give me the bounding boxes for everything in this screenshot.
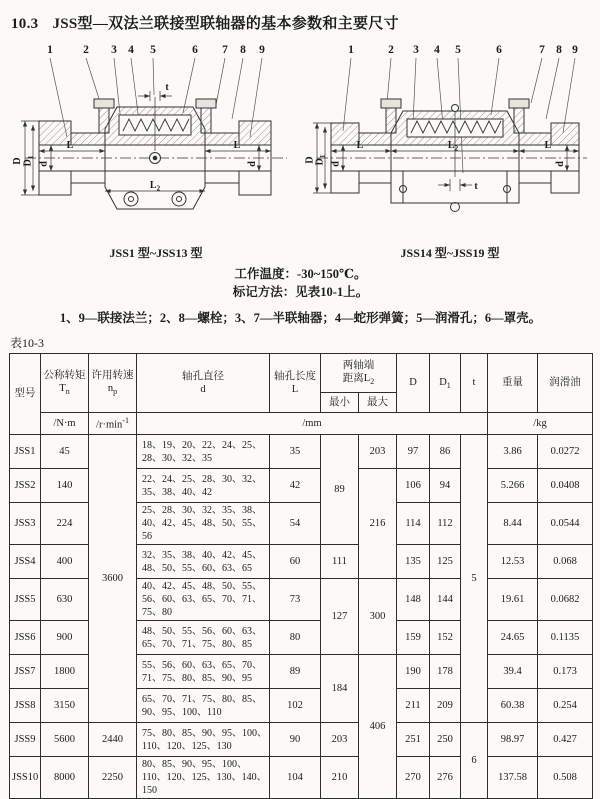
- temperature-note: 工作温度：-30~150℃。: [234, 267, 367, 281]
- cell-bore-len: 42: [270, 469, 321, 503]
- cell-D: 135: [397, 545, 430, 579]
- coupling-drawing-left: [9, 39, 303, 239]
- callout-1: 1: [47, 44, 53, 56]
- unit-torque: /N·m: [41, 413, 89, 435]
- cell-speed: 3600: [89, 435, 137, 723]
- dim-L-right: L: [233, 140, 241, 151]
- col-header-bore-len: 轴孔长度 L: [270, 354, 321, 413]
- cell-min: 111: [321, 545, 359, 579]
- cell-D1: 152: [430, 621, 461, 655]
- col-header-D: D: [397, 354, 430, 413]
- cell-D1: 94: [430, 469, 461, 503]
- cell-oil: 0.508: [538, 757, 593, 799]
- cell-oil: 0.068: [538, 545, 593, 579]
- figures-row: [9, 39, 592, 261]
- cell-weight: 19.61: [488, 579, 538, 621]
- cell-bore-len: 80: [270, 621, 321, 655]
- callout-6: 6: [192, 44, 198, 56]
- cell-bore-len: 35: [270, 435, 321, 469]
- cell-torque: 900: [41, 621, 89, 655]
- cell-bore-dia: 40、42、45、48、50、55、56、60、63、65、70、71、75、80: [137, 579, 270, 621]
- cell-torque: 140: [41, 469, 89, 503]
- unit-mm: /mm: [137, 413, 488, 435]
- cell-min: 184: [321, 655, 359, 723]
- bolt-hole-bottom-right: [172, 192, 186, 206]
- cell-oil: 0.0408: [538, 469, 593, 503]
- cell-oil: 0.1135: [538, 621, 593, 655]
- col-header-D1: $D_1$: [430, 354, 461, 413]
- cell-D: 270: [397, 757, 430, 799]
- cell-D1: 209: [430, 689, 461, 723]
- dim-L-left: L: [356, 140, 364, 151]
- cell-D: 114: [397, 503, 430, 545]
- cell-D: 211: [397, 689, 430, 723]
- cell-D1: 112: [430, 503, 461, 545]
- cell-D1: 125: [430, 545, 461, 579]
- cell-torque: 5600: [41, 723, 89, 757]
- table-row: [10, 723, 593, 757]
- callout-8: 8: [240, 44, 246, 56]
- unit-kg: /kg: [488, 413, 593, 435]
- bolt-right: [509, 99, 529, 108]
- cell-oil: 0.173: [538, 655, 593, 689]
- cell-torque: 630: [41, 579, 89, 621]
- cell-weight: 98.97: [488, 723, 538, 757]
- table-label: 表10-3: [10, 336, 44, 351]
- cell-speed: 2440: [89, 723, 137, 757]
- cell-bore-dia: 22、24、25、28、30、32、35、38、40、42: [137, 469, 270, 503]
- table-row: [10, 757, 593, 799]
- dim-D1: $D_1$: [314, 154, 327, 166]
- cell-weight: 39.4: [488, 655, 538, 689]
- cell-bore-dia: 75、80、85、90、95、100、110、120、125、130: [137, 723, 270, 757]
- bolt-right: [196, 99, 216, 108]
- dim-d-right: d: [555, 161, 566, 167]
- units-row: [10, 413, 593, 435]
- dim-D1: $D_1$: [22, 155, 35, 167]
- cell-bore-dia: 80、85、90、95、100、110、120、125、130、140、150: [137, 757, 270, 799]
- cell-oil: 0.254: [538, 689, 593, 723]
- callout-7: 7: [222, 44, 228, 56]
- callout-7: 7: [539, 44, 545, 56]
- callout-4: 4: [128, 44, 134, 56]
- cell-D1: 144: [430, 579, 461, 621]
- cell-model: JSS9: [10, 723, 41, 757]
- cell-min: 210: [321, 757, 359, 799]
- cell-model: JSS1: [10, 435, 41, 469]
- cell-torque: 1800: [41, 655, 89, 689]
- cell-torque: 8000: [41, 757, 89, 799]
- cell-bore-dia: 32、35、38、40、42、45、48、50、55、60、63、65: [137, 545, 270, 579]
- cell-D: 251: [397, 723, 430, 757]
- header-row-1: [10, 354, 593, 393]
- cell-torque: 224: [41, 503, 89, 545]
- callout-9: 9: [572, 44, 578, 56]
- cell-model: JSS10: [10, 757, 41, 799]
- notes: [9, 265, 592, 301]
- dim-d-left: d: [38, 161, 50, 167]
- callout-4: 4: [434, 44, 440, 56]
- cell-model: JSS5: [10, 579, 41, 621]
- cell-bore-len: 60: [270, 545, 321, 579]
- bolt-left: [94, 99, 114, 108]
- col-header-model: 型号: [10, 354, 41, 435]
- cell-max: 216: [359, 469, 397, 579]
- callout-numbers: [47, 44, 265, 56]
- cell-D1: 276: [430, 757, 461, 799]
- figure-right-caption: JSS14 型~JSS19 型: [400, 246, 500, 260]
- cell-model: JSS7: [10, 655, 41, 689]
- cell-min: 203: [321, 723, 359, 757]
- dim-D: D: [12, 157, 23, 165]
- cell-max: 300: [359, 579, 397, 655]
- cell-weight: 137.58: [488, 757, 538, 799]
- cell-D: 159: [397, 621, 430, 655]
- col-header-torque: 公称转矩 $T_n$: [41, 354, 89, 413]
- callout-numbers: [348, 44, 578, 56]
- cell-bore-dia: 65、70、71、75、80、85、90、95、100、110: [137, 689, 270, 723]
- callout-8: 8: [556, 44, 562, 56]
- dim-d-right: d: [247, 161, 258, 167]
- cell-bore-dia: 18、19、20、22、24、25、28、30、32、35: [137, 435, 270, 469]
- callout-3: 3: [413, 44, 419, 56]
- callout-3: 3: [111, 44, 117, 56]
- cell-bore-len: 89: [270, 655, 321, 689]
- cell-weight: 60.38: [488, 689, 538, 723]
- page-title: [11, 12, 592, 33]
- cell-D: 97: [397, 435, 430, 469]
- cell-weight: 12.53: [488, 545, 538, 579]
- dim-t: t: [474, 181, 478, 192]
- cell-bore-len: 104: [270, 757, 321, 799]
- cell-weight: 24.65: [488, 621, 538, 655]
- col-header-min: 最小: [321, 393, 359, 413]
- bottom-boss-hole: [451, 203, 460, 212]
- callout-5: 5: [455, 44, 461, 56]
- col-header-oil: 润滑油: [538, 354, 593, 413]
- parts-legend: 1、9—联接法兰；2、8—螺栓；3、7—半联轴器；4—蛇形弹簧；5—润滑孔；6—罩壳。: [59, 311, 542, 326]
- cell-oil: 0.0544: [538, 503, 593, 545]
- marking-note: 标记方法：见表10-1上。: [232, 285, 369, 300]
- callout-1: 1: [348, 44, 354, 56]
- dim-L-left: L: [66, 140, 74, 151]
- cell-bore-len: 73: [270, 579, 321, 621]
- col-header-speed: 许用转速 $n_p$: [89, 354, 137, 413]
- col-header-weight: 重量: [488, 354, 538, 413]
- cell-max: 406: [359, 655, 397, 799]
- section-number: 10.3: [11, 16, 39, 32]
- cell-weight: 8.44: [488, 503, 538, 545]
- cell-max: 203: [359, 435, 397, 469]
- figure-right: [303, 39, 597, 261]
- coupling-drawing-right: [303, 39, 597, 239]
- table-row: [10, 435, 593, 469]
- section-title: JSS型—双法兰联接型联轴器的基本参数和主要尺寸: [52, 16, 399, 32]
- cell-t: 5: [461, 435, 488, 723]
- cell-bore-dia: 55、56、60、63、65、70、71、75、80、85、90、95: [137, 655, 270, 689]
- cell-bore-len: 54: [270, 503, 321, 545]
- cell-oil: 0.0272: [538, 435, 593, 469]
- cell-speed: 2250: [89, 757, 137, 799]
- cell-D: 148: [397, 579, 430, 621]
- cover-hole: [452, 105, 459, 112]
- spec-table: [9, 353, 593, 799]
- cell-D: 106: [397, 469, 430, 503]
- cell-oil: 0.0682: [538, 579, 593, 621]
- cell-model: JSS8: [10, 689, 41, 723]
- cell-D: 190: [397, 655, 430, 689]
- cell-oil: 0.427: [538, 723, 593, 757]
- col-header-bore-dia: 轴孔直径 d: [137, 354, 270, 413]
- cell-model: JSS2: [10, 469, 41, 503]
- cell-D1: 178: [430, 655, 461, 689]
- cell-torque: 400: [41, 545, 89, 579]
- cell-torque: 45: [41, 435, 89, 469]
- cell-D1: 250: [430, 723, 461, 757]
- cell-torque: 3150: [41, 689, 89, 723]
- cell-bore-len: 102: [270, 689, 321, 723]
- cell-bore-len: 90: [270, 723, 321, 757]
- col-header-max: 最大: [359, 393, 397, 413]
- callout-6: 6: [496, 44, 502, 56]
- cell-t: 6: [461, 723, 488, 799]
- cell-min: 89: [321, 435, 359, 545]
- bolt-left: [381, 99, 401, 108]
- cell-weight: 5.266: [488, 469, 538, 503]
- dim-d-left: d: [330, 161, 342, 167]
- cell-min: 127: [321, 579, 359, 655]
- col-header-shaft-distance: 两轴端 距离$L_2$: [321, 354, 397, 393]
- dim-L-right: L: [544, 140, 552, 151]
- dim-L2: $L_2$: [149, 180, 161, 193]
- bolt-hole-bottom-left: [124, 192, 138, 206]
- callout-9: 9: [259, 44, 265, 56]
- unit-speed: $/r\cdot\min^{-1}$: [89, 413, 137, 435]
- cell-bore-dia: 48、50、55、56、60、63、65、70、71、75、80、85: [137, 621, 270, 655]
- dim-D: D: [304, 156, 316, 164]
- cell-model: JSS3: [10, 503, 41, 545]
- callout-2: 2: [388, 44, 394, 56]
- callout-5: 5: [150, 44, 156, 56]
- dim-t: t: [165, 82, 169, 93]
- cell-weight: 3.86: [488, 435, 538, 469]
- col-header-t: t: [461, 354, 488, 413]
- callout-2: 2: [83, 44, 89, 56]
- figure-left: [9, 39, 303, 261]
- cell-D1: 86: [430, 435, 461, 469]
- figure-left-caption: JSS1 型~JSS13 型: [109, 246, 203, 260]
- cell-model: JSS4: [10, 545, 41, 579]
- dim-L2: $L_2$: [447, 140, 459, 153]
- cell-model: JSS6: [10, 621, 41, 655]
- cell-bore-dia: 25、28、30、32、35、38、40、42、45、48、50、55、56: [137, 503, 270, 545]
